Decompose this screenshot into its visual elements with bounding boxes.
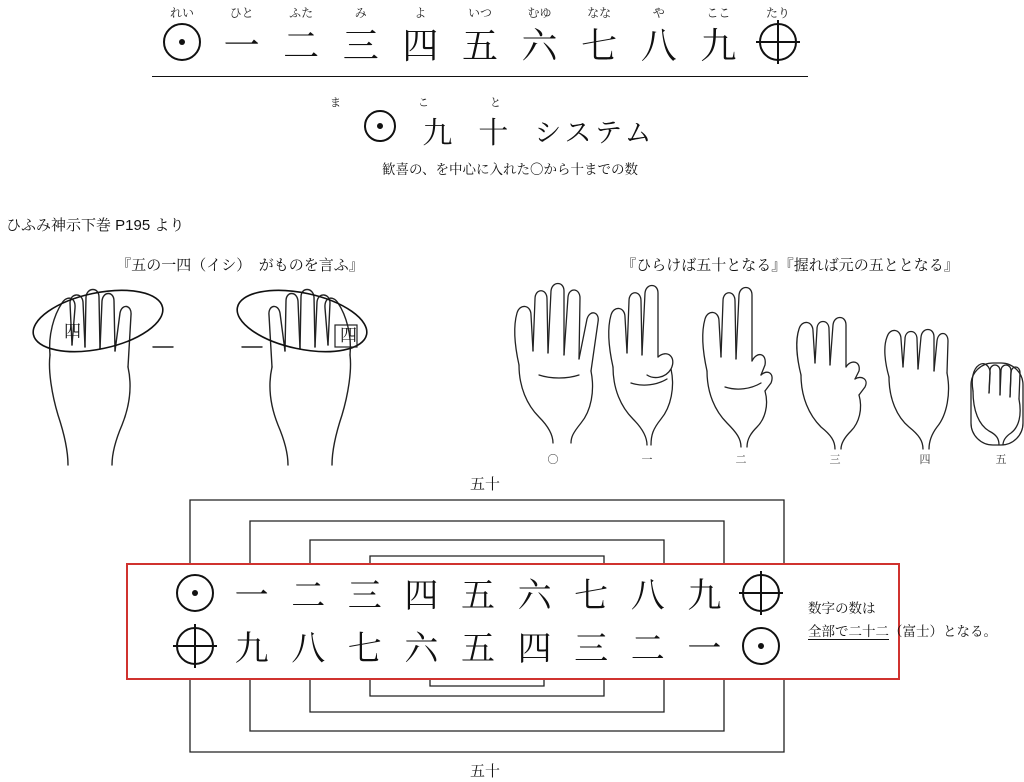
ruby-9: ここ bbox=[706, 6, 731, 20]
caption-left: 『五の一四（イシ） がものを言ふ』 bbox=[116, 257, 364, 274]
fwd-glyph-1: 一 bbox=[234, 576, 269, 616]
title-ruby-2: と bbox=[490, 97, 501, 109]
title-kanji-9: 九 bbox=[422, 116, 453, 151]
ruby-7: なな bbox=[587, 6, 612, 20]
glyph-8: 八 bbox=[640, 25, 677, 67]
bracket-bottom-label: 五十 bbox=[469, 762, 500, 780]
ruby-3: み bbox=[354, 6, 367, 20]
fwd-glyph-4: 四 bbox=[404, 576, 439, 616]
rev-glyph-1: 一 bbox=[687, 629, 722, 669]
forward-numeral-row bbox=[168, 574, 788, 618]
fwd-circle-cross bbox=[734, 574, 788, 618]
rev-glyph-7: 七 bbox=[347, 629, 382, 669]
note-underlined: 全部で二十二 bbox=[808, 623, 889, 639]
title-kanji-10: 十 bbox=[478, 116, 509, 151]
title-system-word: システム bbox=[534, 117, 656, 148]
bracket-bottom-2 bbox=[250, 680, 724, 731]
glyph-1: 一 bbox=[223, 25, 260, 67]
rev-glyph-6: 六 bbox=[404, 629, 439, 669]
ruby-8: や bbox=[652, 6, 665, 20]
bracket-top-3 bbox=[310, 540, 664, 563]
glyph-2: 二 bbox=[283, 25, 320, 67]
ruby-4: よ bbox=[414, 6, 427, 20]
bracket-bottom-5 bbox=[430, 680, 544, 686]
ruby-6: むゆ bbox=[527, 6, 552, 20]
glyph-9: 九 bbox=[700, 25, 737, 67]
bracket-top-4 bbox=[370, 556, 604, 563]
glyph-6: 六 bbox=[521, 25, 558, 67]
glyph-7: 七 bbox=[581, 25, 618, 67]
ruby-1: ひと bbox=[229, 6, 254, 20]
bracket-top-label: 五十 bbox=[469, 475, 500, 493]
fwd-glyph-7: 七 bbox=[574, 576, 609, 616]
note-line-1: 数字の数は bbox=[808, 601, 876, 616]
bracket-top-2 bbox=[250, 521, 724, 563]
fwd-glyph-8: 八 bbox=[630, 576, 665, 616]
glyph-5: 五 bbox=[461, 25, 498, 67]
title-ruby-1: こ bbox=[418, 97, 429, 109]
left-hand-kanji-4: 四 bbox=[64, 322, 81, 342]
fwd-glyph-5: 五 bbox=[460, 576, 495, 616]
right-hand-kanji-4: 四 bbox=[340, 326, 357, 346]
ruby-10: たり bbox=[765, 6, 790, 20]
title-ruby-0: ま bbox=[330, 97, 341, 109]
numeral-pair-box bbox=[126, 563, 900, 680]
glyph-4: 四 bbox=[402, 25, 439, 67]
rev-glyph-3: 三 bbox=[574, 629, 609, 669]
note-rest: （富士）となる。 bbox=[889, 623, 997, 639]
hand-label-1: 一 bbox=[641, 453, 653, 466]
bracket-top-1 bbox=[190, 500, 784, 563]
note-block bbox=[808, 598, 1018, 644]
rev-glyph-2: 二 bbox=[630, 629, 665, 669]
fwd-glyph-6: 六 bbox=[517, 576, 552, 616]
bracket-bottom-4 bbox=[370, 680, 604, 696]
fwd-glyph-9: 九 bbox=[687, 576, 722, 616]
rev-glyph-5: 五 bbox=[460, 629, 495, 669]
caption-right: 『ひらけば五十となる』『握れば元の五ととなる』 bbox=[621, 257, 959, 274]
rev-glyph-4: 四 bbox=[517, 629, 552, 669]
rev-glyph-8: 八 bbox=[291, 629, 326, 669]
ruby-5: いつ bbox=[467, 6, 492, 20]
rev-circle-dot bbox=[734, 627, 788, 671]
bracket-bottom-1 bbox=[190, 680, 784, 752]
glyph-3: 三 bbox=[342, 25, 379, 67]
ruby-2: ふた bbox=[289, 6, 314, 20]
fwd-glyph-3: 三 bbox=[347, 576, 382, 616]
note-line-2 bbox=[808, 621, 1018, 644]
hand-label-3: 三 bbox=[829, 453, 841, 466]
rev-circle-cross bbox=[168, 627, 222, 671]
hand-label-5: 五 bbox=[995, 453, 1007, 466]
fwd-glyph-2: 二 bbox=[291, 576, 326, 616]
hand-label-4: 四 bbox=[919, 453, 931, 466]
source-citation: ひふみ神示下巻 P195 より bbox=[6, 217, 185, 234]
hand-label-0: 〇 bbox=[547, 453, 559, 466]
reverse-numeral-row bbox=[168, 627, 788, 671]
subtitle: 歓喜の、を中心に入れた〇から十までの数 bbox=[382, 162, 638, 177]
rev-glyph-9: 九 bbox=[234, 629, 269, 669]
fwd-circle-dot bbox=[168, 574, 222, 618]
ruby-0: れい bbox=[169, 6, 194, 20]
hand-label-2: 二 bbox=[735, 453, 747, 466]
